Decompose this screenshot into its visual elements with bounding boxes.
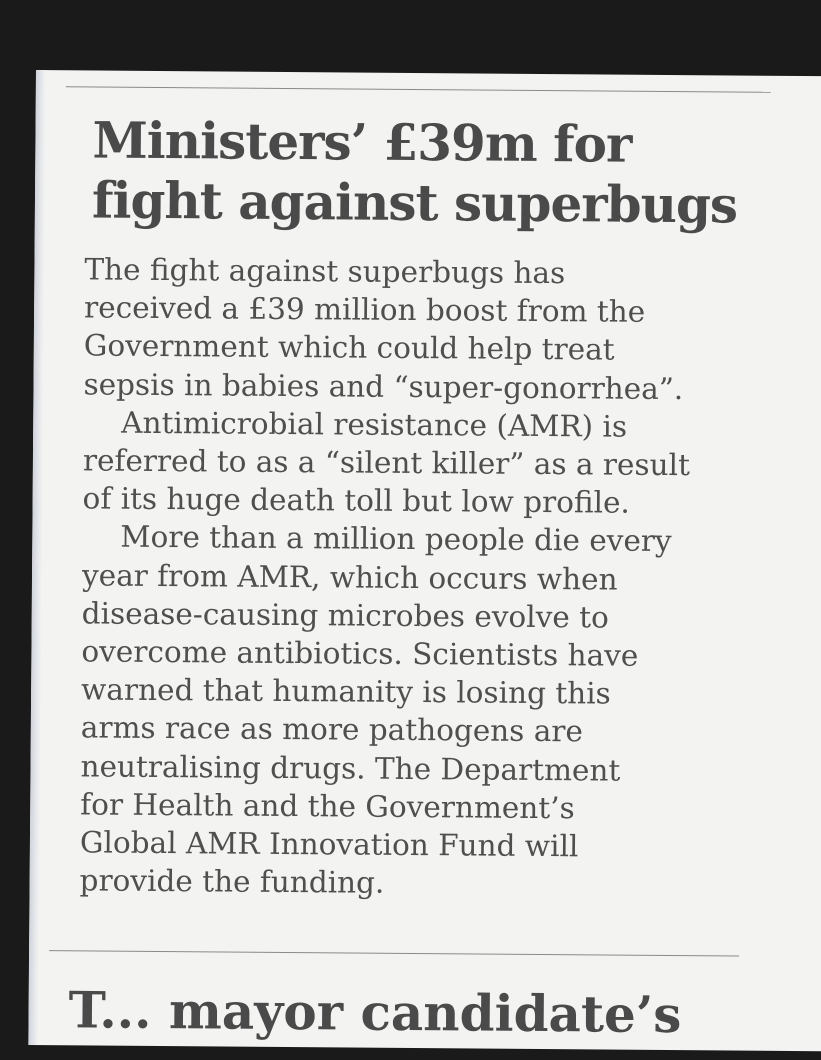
body-line: Global AMR Innovation Fund will (79, 825, 579, 864)
body-line: of its huge death toll but low profile. (82, 481, 630, 520)
bottom-rule (49, 950, 739, 956)
body-line: provide the funding. (79, 863, 385, 901)
body-line: received a £39 million boost from the (84, 290, 646, 329)
body-line: More than a million people die every (120, 520, 672, 559)
body-line: disease-causing microbes evolve to (81, 596, 609, 635)
paper-edge (28, 70, 46, 1045)
next-article-headline: T... mayor candidate’s (68, 980, 682, 1045)
headline-line: Ministers’ £39m for (92, 110, 632, 174)
body-line: The fight against superbugs has (84, 252, 566, 291)
body-line: year from AMR, which occurs when (81, 558, 618, 597)
body-line: Government which could help treat (83, 328, 615, 367)
body-line: for Health and the Government’s (80, 787, 575, 826)
body-line: overcome antibiotics. Scientists have (81, 634, 639, 673)
headline-line: fight against superbugs (91, 170, 738, 235)
newspaper-clipping (28, 70, 821, 1051)
body-line: arms race as more pathogens are (80, 710, 584, 749)
article-body (79, 250, 774, 905)
top-rule (66, 86, 771, 93)
body-line: warned that humanity is losing this (81, 672, 611, 711)
body-line: Antimicrobial resistance (AMR) is (121, 405, 628, 444)
body-line: sepsis in babies and “super-gonorrhea”. (83, 366, 684, 406)
body-line: referred to as a “silent killer” as a result (82, 443, 691, 483)
article-headline (92, 110, 773, 235)
body-line: neutralising drugs. The Department (80, 749, 621, 788)
